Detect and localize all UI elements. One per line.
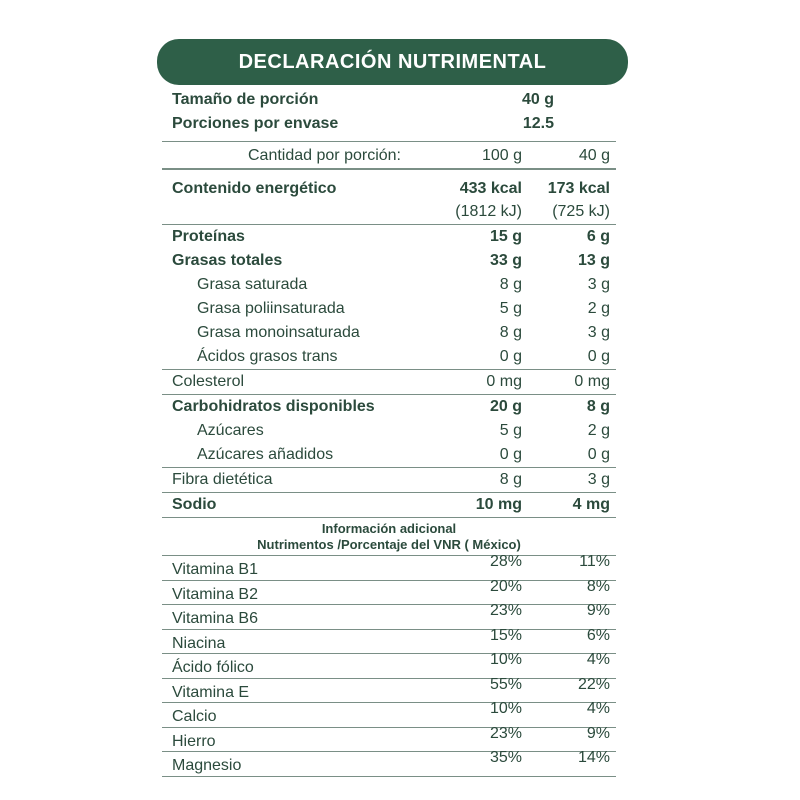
vitamin-row xyxy=(162,675,616,703)
vitamin-value-100g: 35% xyxy=(489,749,522,766)
energy-row xyxy=(162,170,616,224)
vitamin-value-portion: 4% xyxy=(586,651,610,668)
nutrient-value-100g: 0 g xyxy=(499,348,522,365)
nutrition-title: DECLARACIÓN NUTRIMENTAL xyxy=(238,50,547,73)
nutrient-value-100g: 5 g xyxy=(499,422,522,439)
additional-info-subtitle: Nutrimentos /Porcentaje del VNR ( México) xyxy=(257,537,521,552)
nutrient-value-portion: 2 g xyxy=(587,300,610,317)
nutrient-value-100g: 10 mg xyxy=(475,496,522,513)
nutrient-label: Sodio xyxy=(172,496,217,513)
nutrient-value-100g: 20 g xyxy=(489,398,522,415)
nutrient-value-100g: 33 g xyxy=(489,252,522,269)
nutrient-value-100g: 0 mg xyxy=(486,373,522,390)
nutrient-label: Grasa monoinsaturada xyxy=(197,324,360,341)
vitamin-value-portion: 11% xyxy=(579,553,610,570)
nutrient-value-portion: 2 g xyxy=(587,422,610,439)
divider xyxy=(162,776,616,777)
serving-size-row xyxy=(162,85,616,115)
vitamin-value-100g: 15% xyxy=(489,626,522,644)
additional-info-title: Información adicional xyxy=(321,521,457,536)
nutrient-label: Azúcares xyxy=(197,422,264,439)
servings-per-container-row xyxy=(162,115,616,141)
nutrient-label: Proteínas xyxy=(172,228,245,245)
nutrient-value-portion: 4 mg xyxy=(572,496,610,513)
nutrient-label: Azúcares añadidos xyxy=(197,446,334,463)
nutrient-row xyxy=(162,493,616,517)
nutrient-value-portion: 6 g xyxy=(586,228,610,245)
nutrient-value-100g: 5 g xyxy=(499,300,522,317)
nutrient-row xyxy=(162,249,616,273)
nutrient-row xyxy=(162,419,616,443)
vitamin-value-100g: 10% xyxy=(489,700,522,717)
vitamin-value-portion: 9% xyxy=(586,602,610,619)
energy-label: Contenido energético xyxy=(172,180,337,197)
vitamin-value-100g: 20% xyxy=(489,577,522,595)
vitamin-label: Niacina xyxy=(172,634,226,652)
vitamin-value-100g: 23% xyxy=(489,724,522,742)
nutrient-value-100g: 8 g xyxy=(499,276,522,293)
nutrient-row xyxy=(162,443,616,467)
nutrient-value-100g: 8 g xyxy=(499,471,522,488)
nutrient-value-portion: 0 g xyxy=(587,446,610,463)
vitamin-value-portion: 6% xyxy=(586,626,610,644)
nutrient-value-100g: 0 g xyxy=(499,446,522,463)
nutrient-row xyxy=(162,370,616,394)
vitamin-value-100g: 28% xyxy=(489,553,522,570)
nutrient-label: Grasa poliinsaturada xyxy=(197,300,345,317)
nutrition-panel xyxy=(162,85,616,777)
servings-per-container-value: 12.5 xyxy=(522,115,554,132)
servings-per-container-label: Porciones por envase xyxy=(172,115,339,132)
vitamin-row xyxy=(162,553,616,580)
nutrient-row xyxy=(162,468,616,492)
nutrient-label: Grasas totales xyxy=(172,252,283,269)
vitamin-row xyxy=(162,577,616,605)
column-header-portion: 40 g xyxy=(578,147,610,164)
nutrient-label: Grasa saturada xyxy=(197,276,308,293)
nutrient-value-portion: 3 g xyxy=(587,276,610,293)
nutrient-value-portion: 3 g xyxy=(587,324,610,341)
vitamin-row xyxy=(162,749,616,776)
column-header-label: Cantidad por porción: xyxy=(248,147,401,164)
nutrient-row xyxy=(162,345,616,369)
nutrient-row xyxy=(162,273,616,297)
energy-kj-portion: (725 kJ) xyxy=(552,203,610,220)
vitamin-label: Magnesio xyxy=(172,757,242,774)
vitamin-value-portion: 4% xyxy=(586,700,610,717)
nutrient-label: Fibra dietética xyxy=(172,471,273,488)
vitamins-list xyxy=(162,555,616,777)
vitamin-value-portion: 8% xyxy=(586,577,610,595)
nutrition-header xyxy=(157,39,628,85)
column-header-100g: 100 g xyxy=(481,147,522,164)
vitamin-row xyxy=(162,602,616,629)
nutrient-value-portion: 0 mg xyxy=(574,373,610,390)
nutrient-value-portion: 8 g xyxy=(586,398,610,415)
vitamin-label: Ácido fólico xyxy=(172,659,254,676)
energy-kcal-100g: 433 kcal xyxy=(459,180,522,197)
vitamin-label: Vitamina B6 xyxy=(172,610,258,627)
nutrient-row xyxy=(162,297,616,321)
nutrient-label: Colesterol xyxy=(172,373,245,390)
vitamin-value-portion: 22% xyxy=(577,675,610,693)
vitamin-value-100g: 55% xyxy=(489,675,522,693)
energy-kj-100g: (1812 kJ) xyxy=(455,203,522,220)
vitamin-row xyxy=(162,700,616,727)
vitamin-label: Vitamina B2 xyxy=(172,585,258,603)
nutrients-list xyxy=(162,224,616,517)
nutrient-row xyxy=(162,395,616,419)
nutrient-value-portion: 0 g xyxy=(587,348,610,365)
serving-size-value: 40 g xyxy=(521,91,554,108)
vitamin-value-100g: 10% xyxy=(489,651,522,668)
vitamin-label: Hierro xyxy=(172,732,216,750)
vitamin-value-portion: 9% xyxy=(586,724,610,742)
nutrient-value-100g: 8 g xyxy=(499,324,522,341)
energy-kcal-portion: 173 kcal xyxy=(547,180,610,197)
serving-size-label: Tamaño de porción xyxy=(172,91,319,108)
nutrient-value-portion: 3 g xyxy=(587,471,610,488)
nutrient-value-portion: 13 g xyxy=(577,252,610,269)
nutrient-label: Carbohidratos disponibles xyxy=(172,398,375,415)
nutrient-row xyxy=(162,321,616,345)
vitamin-label: Vitamina B1 xyxy=(172,561,258,578)
column-header-row xyxy=(162,142,616,168)
nutrient-value-100g: 15 g xyxy=(489,228,522,245)
nutrient-row xyxy=(162,225,616,249)
additional-info xyxy=(162,518,616,555)
vitamin-value-portion: 14% xyxy=(577,749,610,766)
vitamin-row xyxy=(162,724,616,752)
vitamin-row xyxy=(162,626,616,654)
vitamin-label: Calcio xyxy=(172,708,217,725)
vitamin-value-100g: 23% xyxy=(489,602,522,619)
vitamin-label: Vitamina E xyxy=(172,683,250,701)
nutrient-label: Ácidos grasos trans xyxy=(197,348,338,365)
vitamin-row xyxy=(162,651,616,678)
